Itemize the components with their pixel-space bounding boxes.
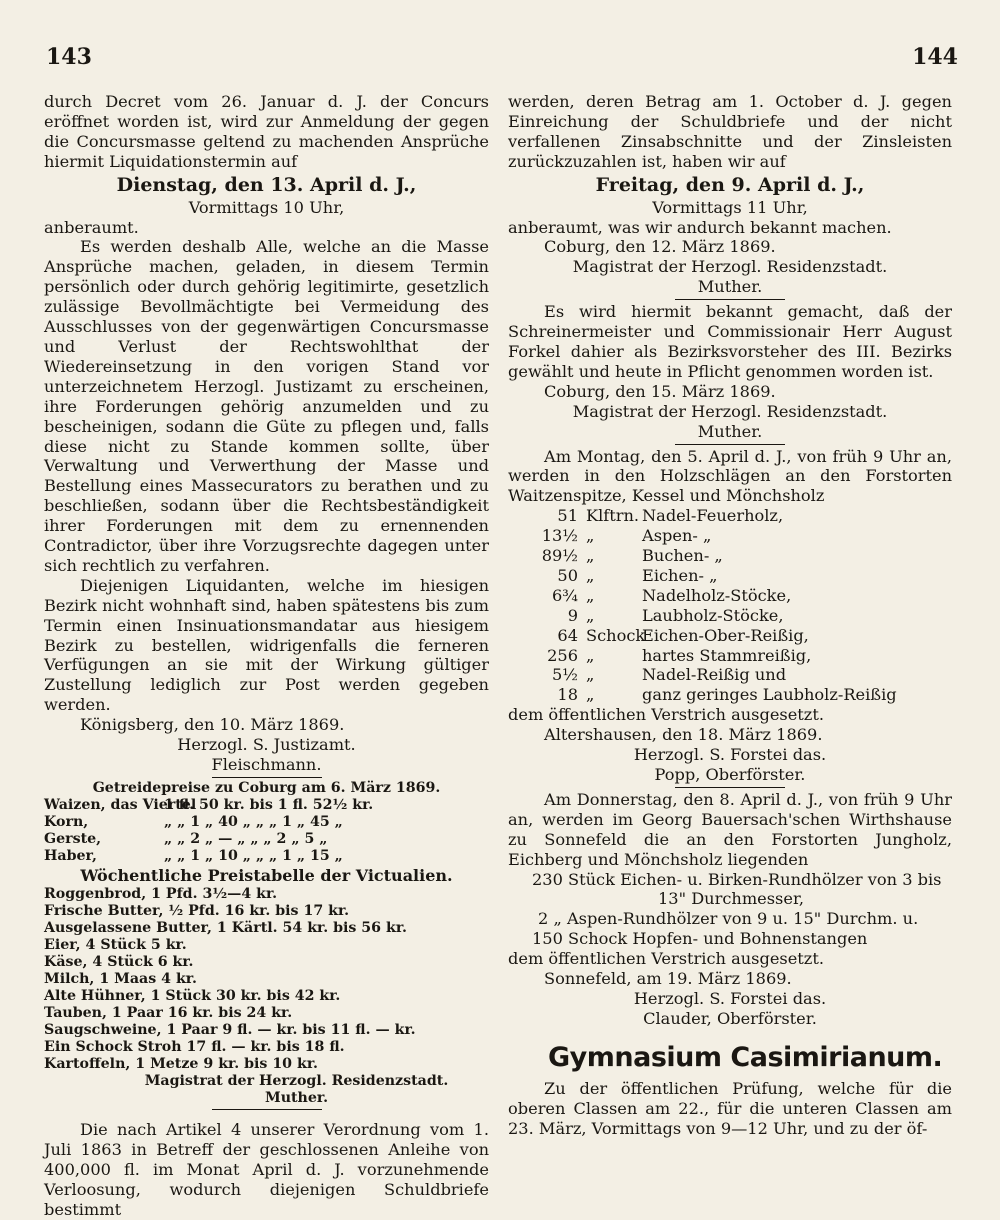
description: Laubholz-Stöcke,: [642, 605, 784, 625]
divider: [675, 299, 785, 300]
list-item: [508, 685, 952, 705]
signer-line: Muther.: [697, 421, 763, 441]
list-item: Kartoffeln, 1 Metze 9 kr. bis 10 kr.: [44, 1056, 318, 1073]
victuals-list: [44, 886, 489, 1107]
description: ganz geringes Laubholz-Reißig: [642, 685, 897, 705]
description: hartes Stammreißig,: [642, 645, 812, 665]
table-cell: Gerste,: [44, 831, 102, 848]
list-item: [508, 526, 952, 546]
list-item: Roggenbrod, 1 Pfd. 3½—4 kr.: [44, 886, 278, 903]
table-cell: Waizen, das Viertel: [44, 797, 197, 814]
hearing-date: Dienstag, den 13. April d. J.,: [116, 173, 417, 196]
quantity: 51: [557, 506, 578, 526]
anberaumt-line: anberaumt.: [44, 217, 139, 237]
divider: [675, 787, 785, 788]
closing-line: dem öffentlichen Verstrich ausgesetzt.: [508, 949, 824, 969]
quantity: 9: [567, 605, 578, 625]
description: Aspen- „: [642, 526, 712, 546]
signer-line: Fleischmann.: [211, 755, 322, 774]
list-item: [508, 566, 952, 586]
table-cell: 1 fl. 50 kr. bis 1 fl. 52½ kr.: [164, 797, 374, 814]
list-item: 13" Durchmesser,: [658, 889, 805, 909]
unit: „: [586, 565, 595, 585]
hearing-time: Vormittags 11 Uhr,: [652, 197, 808, 217]
place-date: Sonnefeld, am 19. März 1869.: [544, 969, 792, 989]
left-column: [44, 92, 489, 1220]
list-item: [508, 606, 952, 626]
unit: „: [586, 665, 595, 685]
authority-line: Herzogl. S. Justizamt.: [177, 735, 356, 755]
table-row: [44, 814, 489, 831]
list-item: [508, 665, 952, 685]
signer-line: Muther.: [264, 1090, 329, 1107]
signer-line: Clauder, Oberförster.: [643, 1008, 817, 1028]
page-number-right: 144: [912, 44, 958, 70]
quantity: 6¾: [552, 585, 578, 605]
notice-continuation: werden, deren Betrag am 1. October d. J. gegen Einreichung der Schuldbriefe und der nicht verfallenen Zinsabschnitte und der Zinsleisten zurückzuzahlen ist, haben wir auf: [508, 92, 952, 171]
authority-line: Herzogl. S. Forstei das.: [633, 988, 827, 1008]
quantity: 5½: [552, 665, 578, 685]
unit: „: [586, 685, 595, 705]
grain-prices-table: [44, 797, 489, 865]
description: Eichen-Ober-Reißig,: [642, 625, 809, 645]
list-item: Käse, 4 Stück 6 kr.: [44, 954, 194, 971]
unit: „: [586, 605, 595, 625]
table-cell: Korn,: [44, 814, 89, 831]
table-cell: „ „ 2 „ — „ „ „ 2 „ 5 „: [164, 831, 328, 848]
divider: [212, 777, 322, 778]
list-item: Eier, 4 Stück 5 kr.: [44, 937, 187, 954]
unit: Klftrn.: [586, 506, 640, 526]
closing-line: dem öffentlichen Verstrich ausgesetzt.: [508, 705, 824, 725]
unit: „: [586, 645, 595, 665]
victuals-heading: Wöchentliche Preistabelle der Victualien.: [80, 866, 453, 886]
grain-prices-heading: Getreidepreise zu Coburg am 6. März 1869.: [92, 779, 441, 796]
lottery-notice: Die nach Artikel 4 unserer Verordnung vom 1. Juli 1863 in Betreff der geschlossenen Anleihe von 400,000 fl. im Monat April d. J. vorzunehmende Verloosung, wodurch diejenigen Schuldbriefe bestimmt: [44, 1120, 489, 1219]
divider: [212, 1109, 322, 1110]
quantity: 18: [557, 685, 578, 705]
quantity: 64: [557, 625, 578, 645]
quantity: 50: [557, 565, 578, 585]
description: Nadelholz-Stöcke,: [642, 585, 792, 605]
closing-line: anberaumt, was wir andurch bekannt machen.: [508, 217, 892, 237]
place-date: Coburg, den 15. März 1869.: [544, 381, 776, 401]
list-item: [508, 506, 952, 526]
table-row: [44, 797, 489, 814]
unit: Schock: [586, 625, 646, 645]
description: Nadel-Reißig und: [642, 665, 787, 685]
list-item: 150 Schock Hopfen- und Bohnenstangen: [532, 929, 868, 949]
gymnasium-heading: Gymnasium Casimirianum.: [548, 1041, 943, 1073]
page-number-left: 143: [46, 44, 92, 70]
list-item: 2 „ Aspen-Rundhölzer von 9 u. 15" Durchm. u.: [538, 909, 919, 929]
table-cell: „ „ 1 „ 10 „ „ „ 1 „ 15 „: [164, 848, 343, 865]
quantity: 256: [547, 645, 578, 665]
list-item: [508, 546, 952, 566]
timber-auction-notice: Am Donnerstag, den 8. April d. J., von früh 9 Uhr an, werden im Georg Bauersach'schen Wirthshause zu Sonnefeld die an den Forstorten Jungholz, Eichberg und Mönchsholz liegenden: [508, 789, 952, 869]
list-item: [508, 646, 952, 666]
place-date: Königsberg, den 10. März 1869.: [80, 715, 345, 735]
list-item: Tauben, 1 Paar 16 kr. bis 24 kr.: [44, 1005, 293, 1022]
description: Eichen- „: [642, 565, 718, 585]
quantity: 13½: [541, 526, 578, 546]
list-item: [508, 626, 952, 646]
authority-line: Magistrat der Herzogl. Residenzstadt.: [144, 1073, 449, 1090]
place-date: Altershausen, den 18. März 1869.: [544, 725, 823, 745]
list-item: Frische Butter, ½ Pfd. 16 kr. bis 17 kr.: [44, 903, 350, 920]
notice-body-2: Diejenigen Liquidanten, welche im hiesigen Bezirk nicht wohnhaft sind, haben spätestens bis zum Termin einen Insinuationsmandatar aus hiesigem Bezirk zu bestellen, widrigenfalls die ferneren Verfügungen an sie mit der Wirkung gültiger Zustellung lediglich zur Post werden gegeben werden.: [44, 575, 489, 715]
unit: „: [586, 546, 595, 566]
list-item: Ein Schock Stroh 17 fl. — kr. bis 18 fl.: [44, 1039, 345, 1056]
authority-line: Herzogl. S. Forstei das.: [633, 745, 827, 765]
place-date: Coburg, den 12. März 1869.: [544, 237, 776, 257]
authority-line: Magistrat der Herzogl. Residenzstadt.: [572, 257, 888, 277]
table-cell: „ „ 1 „ 40 „ „ „ 1 „ 45 „: [164, 814, 343, 831]
divider: [675, 444, 785, 445]
authority-line: Magistrat der Herzogl. Residenzstadt.: [572, 401, 888, 421]
exam-notice: Zu der öffentlichen Prüfung, welche für die oberen Classen am 22., für die unteren Classen am 23. März, Vormittags von 9—12 Uhr, und zu der öf-: [508, 1078, 952, 1138]
list-item: Milch, 1 Maas 4 kr.: [44, 971, 197, 988]
quantity: 89½: [541, 546, 578, 566]
signer-line: Popp, Oberförster.: [654, 765, 806, 784]
notice-intro: durch Decret vom 26. Januar d. J. der Concurs eröffnet worden ist, wird zur Anmeldung der gegen die Concursmasse geltend zu machenden Ansprüche hiermit Liquidationstermin auf: [44, 92, 489, 171]
table-row: [44, 848, 489, 865]
signer-line: Muther.: [697, 277, 763, 297]
description: Buchen- „: [642, 546, 723, 566]
right-column: [508, 92, 952, 1139]
table-cell: Haber,: [44, 848, 97, 865]
description: Nadel-Feuerholz,: [642, 506, 784, 526]
unit: „: [586, 526, 595, 546]
wood-lots-list: [508, 506, 952, 705]
hearing-date: Freitag, den 9. April d. J.,: [595, 173, 865, 196]
list-item: [508, 586, 952, 606]
table-row: [44, 831, 489, 848]
hearing-time: Vormittags 10 Uhr,: [188, 197, 345, 217]
wood-auction-notice: Am Montag, den 5. April d. J., von früh 9 Uhr an, werden in den Holzschlägen an den Forstorten Waitzenspitze, Kessel und Mönchsholz: [508, 446, 952, 506]
unit: „: [586, 585, 595, 605]
list-item: Alte Hühner, 1 Stück 30 kr. bis 42 kr.: [44, 988, 341, 1005]
list-item: Ausgelassene Butter, 1 Kärtl. 54 kr. bis 56 kr.: [44, 920, 407, 937]
list-item: 230 Stück Eichen- u. Birken-Rundhölzer von 3 bis: [532, 869, 942, 889]
appointment-notice: Es wird hiermit bekannt gemacht, daß der Schreinermeister und Commissionair Herr August Forkel dahier als Bezirksvorsteher des III. Bezirks gewählt und heute in Pflicht genommen worden ist.: [508, 302, 952, 381]
notice-body: Es werden deshalb Alle, welche an die Masse Ansprüche machen, geladen, in diesem Termin persönlich oder durch gehörig legitimirte, gesetzlich zulässige Bevollmächtigte bei Vermeidung des Ausschlusses von der gegenwärtigen Concursmasse und Verlust der Rechtswohlthat der Wiedereinsetzung in den vorigen Stand vor unterzeichnetem Herzogl. Justizamt zu erscheinen, ihre Forderungen gehörig anzumelden und zu bescheinigen, sodann die Güte zu pflegen und, falls diese nicht zu Stande kommen sollte, über Verwaltung und Verwerthung der Masse und Bestellung eines Massecurators zu berathen und zu beschließen, sodann über die Rechtsbeständigkeit ihrer Forderungen mit dem zu ernennenden Contradictor, über ihre Vorzugsrechte dagegen unter sich rechtlich zu verfahren.: [44, 237, 489, 575]
list-item: Saugschweine, 1 Paar 9 fl. — kr. bis 11 fl. — kr.: [44, 1022, 416, 1039]
